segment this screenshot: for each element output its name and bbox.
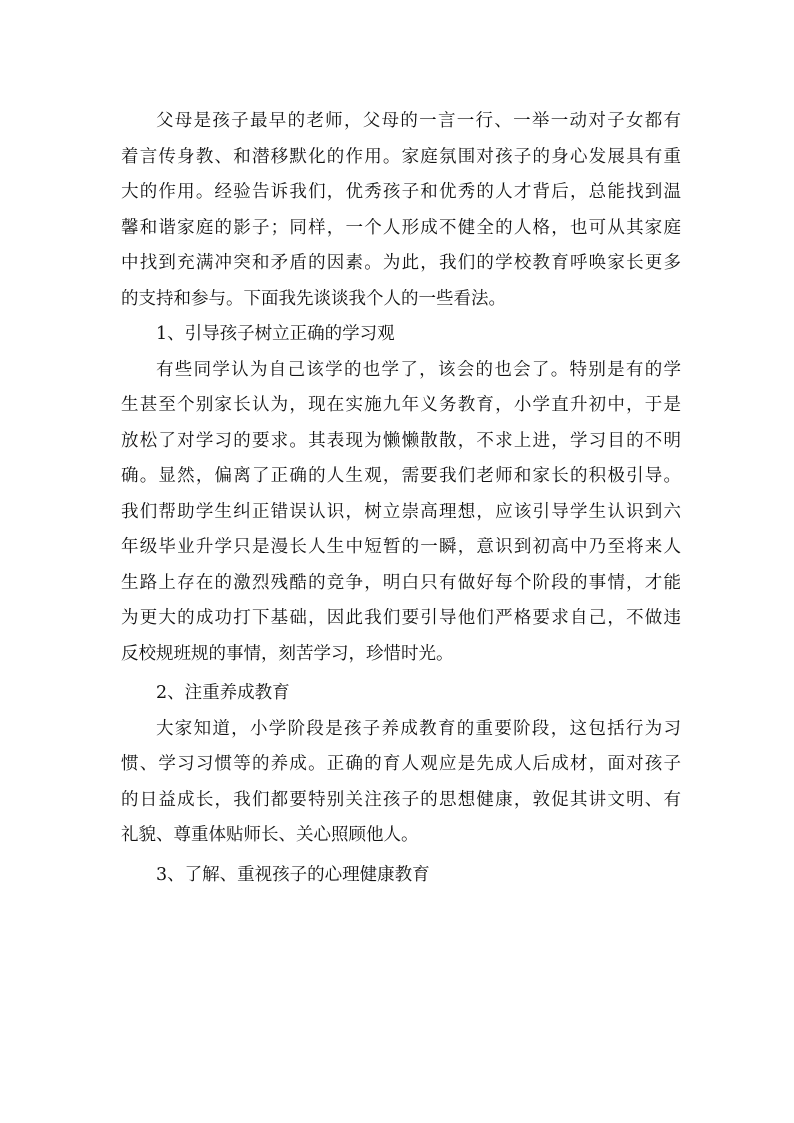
text-line: 的支持和参与。下面我先谈谈我个人的一些看法。 [121, 288, 506, 309]
text-line: 年级毕业升学只是漫长人生中短暂的一瞬，意识到初高中乃至将来人 [121, 537, 681, 557]
text-line: 确。显然，偏离了正确的人生观，需要我们老师和家长的积极引导。 [121, 466, 681, 486]
text-line: 反校规班规的事情，刻苦学习，珍惜时光。 [121, 643, 454, 664]
text-line: 礼貌、尊重体贴师长、关心照顾他人。 [121, 825, 419, 845]
text-line: 馨和谐家庭的影子；同样，一个人形成不健全的人格，也可从其家庭 [121, 217, 681, 238]
paragraph-intro [121, 104, 681, 317]
paragraph-learning-view [121, 353, 681, 673]
text-line: 中找到充满冲突和矛盾的因素。为此，我们的学校教育呼唤家长更多 [121, 253, 681, 273]
text-line: 着言传身教、和潜移默化的作用。家庭氛围对孩子的身心发展具有重 [121, 146, 681, 167]
text-line: 父母是孩子最早的老师，父母的一言一行、一举一动对子女都有 [156, 111, 681, 131]
text-line: 生路上存在的激烈残酷的竞争，明白只有做好每个阶段的事情，才能 [121, 572, 681, 593]
text-line: 大的作用。经验告诉我们，优秀孩子和优秀的人才背后，总能找到温 [121, 182, 681, 202]
text-line: 为更大的成功打下基础，因此我们要引导他们严格要求自己，不做违 [121, 608, 681, 628]
text-line: 大家知道，小学阶段是孩子养成教育的重要阶段，这包括行为习 [156, 718, 681, 739]
paragraph-habit-education [121, 712, 681, 854]
section-heading: 3、了解、重视孩子的心理健康教育 [156, 864, 430, 885]
text-line: 有些同学认为自己该学的也学了，该会的也会了。特别是有的学 [156, 359, 681, 380]
section-heading: 2、注重养成教育 [156, 683, 290, 703]
text-line: 生甚至个别家长认为，现在实施九年义务教育，小学直升初中，于是 [121, 395, 681, 415]
text-line: 我们帮助学生纠正错误认识，树立崇高理想，应该引导学生认识到六 [121, 501, 681, 522]
section-heading: 1、引导孩子树立正确的学习观 [156, 324, 395, 344]
text-line: 放松了对学习的要求。其表现为懒懒散散，不求上进，学习目的不明 [121, 430, 681, 451]
document-body [121, 104, 681, 893]
text-line: 惯、学习习惯等的养成。正确的育人观应是先成人后成材，面对孩子 [121, 754, 681, 774]
text-line: 的日益成长，我们都要特别关注孩子的思想健康，敦促其讲文明、有 [121, 789, 681, 810]
